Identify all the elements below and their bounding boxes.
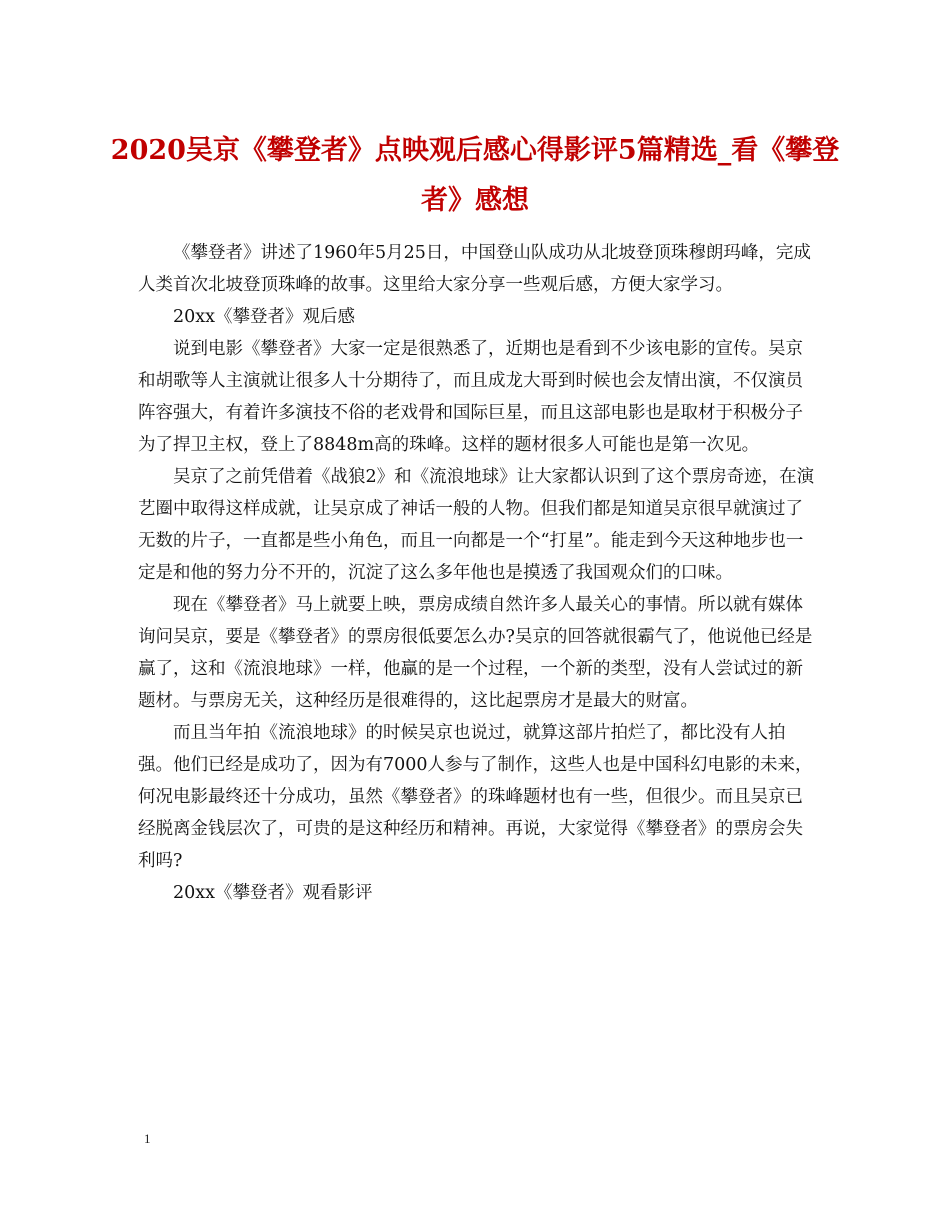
paragraph: 说到电影《攀登者》大家一定是很熟悉了，近期也是看到不少该电影的宣传。吴京和胡歌等人主演就让很多人十分期待了，而且成龙大哥到时候也会友情出演，不仅演员阵容强大，有着许多演技不俗的老戏骨和国际巨星，而且这部电影也是取材于积极分子为了捍卫主权，登上了8848m高的珠峰。这样的题材很多人可能也是第一次见。 bbox=[138, 339, 803, 455]
section-heading-review: 20xx《攀登者》观后感 bbox=[173, 307, 356, 327]
paragraph-intro: 《攀登者》讲述了1960年5月25日，中国登山队成功从北坡登顶珠穆朗玛峰，完成人类首次北坡登顶珠峰的故事。这里给大家分享一些观后感，方便大家学习。 bbox=[138, 243, 811, 295]
section-heading-film-review: 20xx《攀登者》观看影评 bbox=[173, 883, 373, 903]
paragraph: 而且当年拍《流浪地球》的时候吴京也说过，就算这部片拍烂了，都比没有人拍强。他们已经是成功了，因为有7000人参与了制作，这些人也是中国科幻电影的未来，何况电影最终还十分成功，虽然《攀登者》的珠峰题材也有一些，但很少。而且吴京已经脱离金钱层次了，可贵的是这种经历和精神。再说，大家觉得《攀登者》的票房会失利吗? bbox=[138, 723, 813, 871]
document-title: 2020吴京《攀登者》点映观后感心得影评5篇精选_看《攀登者》感想 bbox=[110, 135, 840, 216]
paragraph: 吴京了之前凭借着《战狼2》和《流浪地球》让大家都认识到了这个票房奇迹，在演艺圈中取得这样成就，让吴京成了神话一般的人物。但我们都是知道吴京很早就演过了无数的片子，一直都是些小角色，而且一向都是一个“打星”。能走到今天这种地步也一定是和他的努力分不开的，沉淀了这么多年他也是摸透了我国观众们的口味。 bbox=[138, 467, 815, 583]
paragraph: 现在《攀登者》马上就要上映，票房成绩自然许多人最关心的事情。所以就有媒体询问吴京，要是《攀登者》的票房很低要怎么办?吴京的回答就很霸气了，他说他已经是赢了，这和《流浪地球》一样，他赢的是一个过程，一个新的类型，没有人尝试过的新题材。与票房无关，这种经历是很难得的，这比起票房才是最大的财富。 bbox=[138, 595, 813, 711]
document-body bbox=[138, 237, 818, 909]
page-number: 1 bbox=[144, 1131, 151, 1146]
